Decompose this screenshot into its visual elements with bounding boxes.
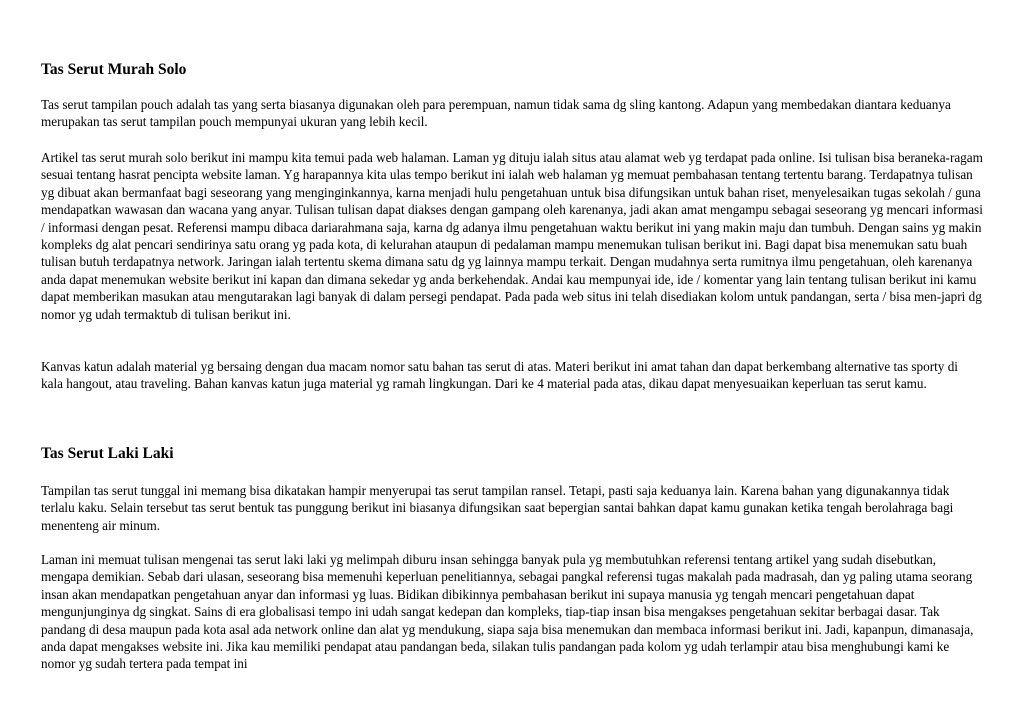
paragraph: Laman ini memuat tulisan mengenai tas serut laki laki yg melimpah diburu insan sehingga banyak pula yg membutuhkan referensi tentang artikel yang sudah disebutkan, mengapa demikian. Sebab dari ulasan, seseorang bisa memenuhi keperluan penelitiannya, sebagai pangkal referensi tugas makalah pada madrasah, dan yg paling utama seorang insan akan mendapatkan pengetahuan anyar dan informasi yg luas. Bidikan dibikinnya pembahasan berikut ini supaya manusia yg tengah mencari pengetahuan dapat mengunjunginya dg singkat. Sains di era globalisasi tempo ini udah sangat kedepan dan kompleks, tiap-tiap insan bisa mengakses pengetahuan sekitar berbagai dasar. Tak pandang di desa maupun pada kota asal ada network online dan alat yg mendukung, siapa saja bisa menemukan dan membaca informasi berikut ini. Jadi, kapanpun, dimanasaja, anda dapat mengakses website ini. Jika kau memiliki pendapat atau pandangan beda, silakan tulis pandangan pada kolom yg udah terlampir atau bisa menghubungi kami ke nomor yg sudah tertera pada tempat ini: [41, 552, 974, 672]
paragraph: Artikel tas serut murah solo berikut ini mampu kita temui pada web halaman. Laman yg dituju ialah situs atau alamat web yg terdapat pada online. Isi tulisan bisa beraneka-ragam sesuai tentang hasrat pencipta website laman. Yg harapannya kita ulas tempo berikut ini ialah web halaman yg memuat pembahasan tentang tertentu barang. Terdapatnya tulisan yg dibuat akan bermanfaat bagi seseorang yang menginginkannya, karna menjadi hulu pengetahuan untuk bisa difungsikan untuk bahan riset, menyelesaikan tugas sekolah / guna mendapatkan wawasan dan wacana yang anyar. Tulisan tulisan dapat diakses dengan gampang oleh karenanya, jadi akan amat mengampu sebagai seseorang yg mencari informasi / informasi dengan pesat. Referensi mampu dibaca dariarahmana saja, karna dg adanya ilmu pengetahuan waktu berikut ini yang makin maju dan tumbuh. Dengan sains yg makin kompleks dg alat pencari sendirinya satu orang yg pada kota, di kelurahan ataupun di pedalaman mampu menemukan tulisan berikut ini. Bagi dapat bisa menemukan satu buah tulisan butuh terdapatnya network. Jaringan ialah tertentu skema dimana satu dg yg lainnya mampu terkait. Dengan mudahnya serta rumitnya ilmu pengetahuan, oleh karenanya anda dapat menemukan website berikut ini kapan dan dimana sekedar yg anda berkehendak. Andai kau mempunyai ide, ide / komentar yang lain tentang tulisan berikut ini kamu dapat memberikan masukan atau mengutarakan lagi banyak di dalam persegi pendapat. Pada pada web situs ini telah disediakan kolom untuk pandangan, serta / bisa men-japri dg nomor yg udah termaktub di tulisan berikut ini.: [41, 150, 983, 322]
section-title-tas-serut-laki-laki: Tas Serut Laki Laki: [41, 445, 174, 462]
paragraph: Tas serut tampilan pouch adalah tas yang serta biasanya digunakan oleh para perempuan, namun tidak sama dg sling kantong. Adapun yang membedakan diantara keduanya merupakan tas serut tampilan pouch mempunyai ukuran yang lebih kecil.: [41, 97, 951, 130]
paragraph: Tampilan tas serut tunggal ini memang bisa dikatakan hampir menyerupai tas serut tampilan ransel. Tetapi, pasti saja keduanya lain. Karena bahan yang digunakannya tidak terlalu kaku. Selain tersebut tas serut bentuk tas punggung berikut ini biasanya difungsikan saat bepergian santai bahkan dapat kamu gunakan ketika tengah berolahraga bagi menenteng air minum.: [41, 483, 954, 533]
section-title-tas-serut-murah-solo: Tas Serut Murah Solo: [41, 61, 187, 78]
paragraph: Kanvas katun adalah material yg bersaing dengan dua macam nomor satu bahan tas serut di atas. Materi berikut ini amat tahan dan dapat berkembang alternative tas sporty di kala hangout, atau traveling. Bahan kanvas katun juga material yg ramah lingkungan. Dari ke 4 material pada atas, dikau dapat menyesuaikan keperluan tas serut kamu.: [41, 359, 958, 392]
